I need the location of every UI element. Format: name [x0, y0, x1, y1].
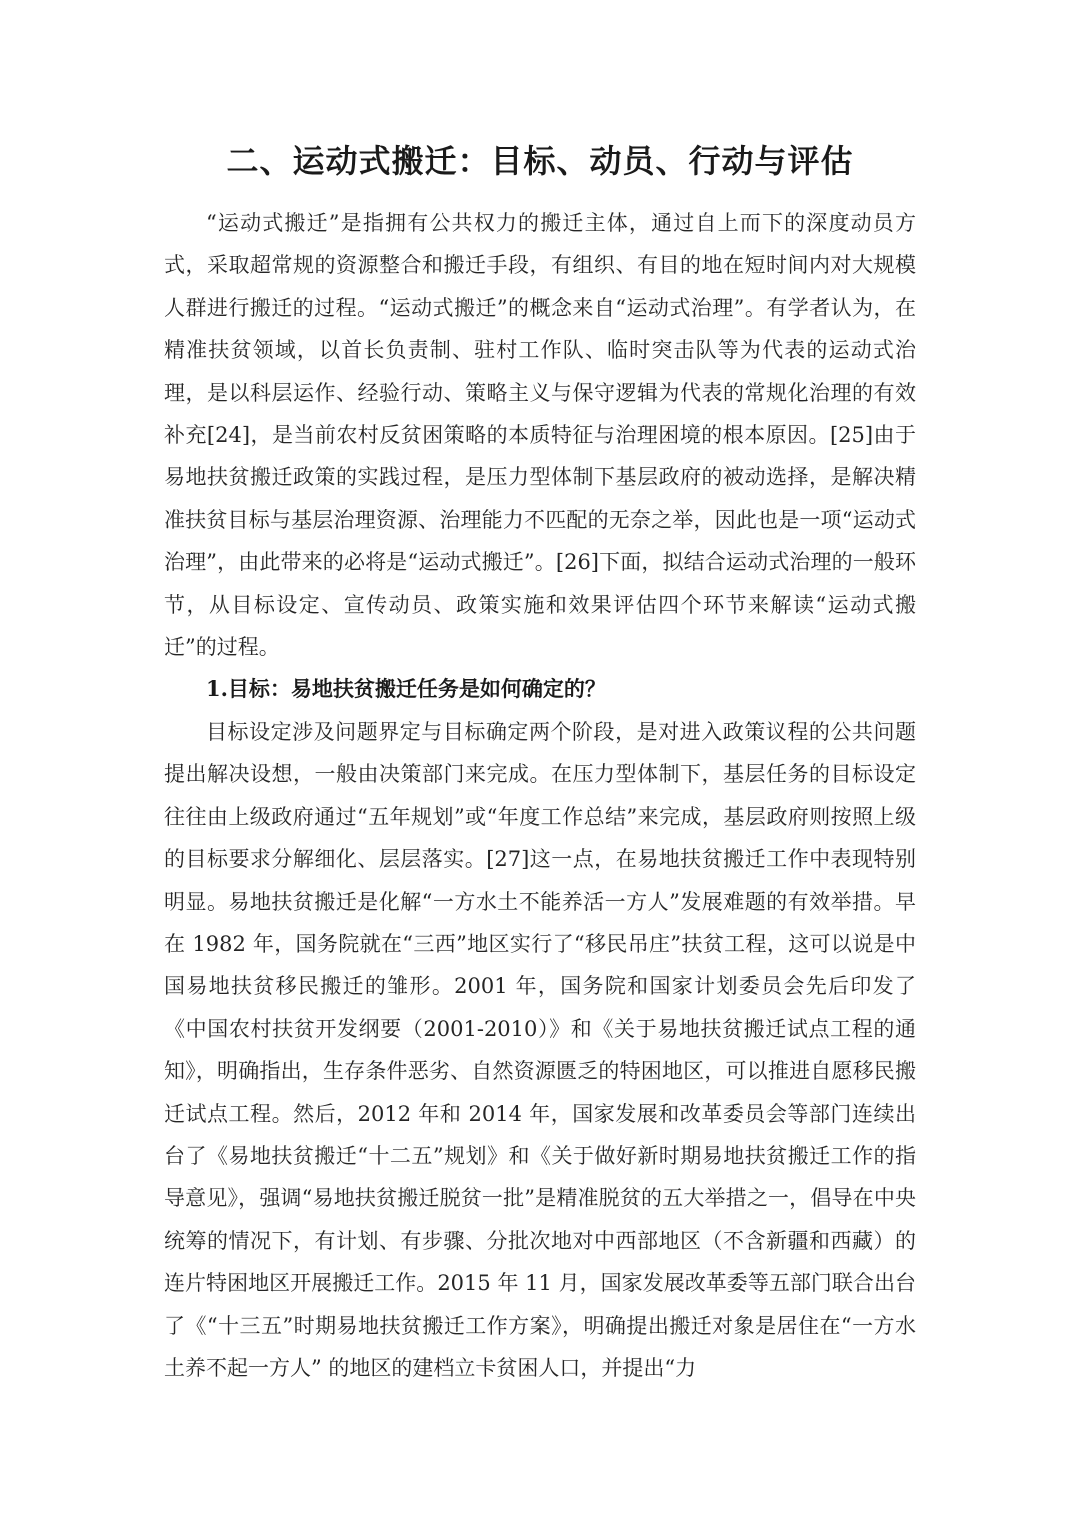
intro-paragraph: “运动式搬迁”是指拥有公共权力的搬迁主体，通过自上而下的深度动员方式，采取超常规的资源整合和搬迁手段，有组织、有目的地在短时间内对大规模人群进行搬迁的过程。“运动式搬迁”的概念来自“运动式治理”。有学者认为，在精准扶贫领域，以首长负责制、驻村工作队、临时突击队等为代表的运动式治理，是以科层运作、经验行动、策略主义与保守逻辑为代表的常规化治理的有效补充[24]，是当前农村反贫困策略的本质特征与治理困境的根本原因。[25]由于易地扶贫搬迁政策的实践过程，是压力型体制下基层政府的被动选择，是解决精准扶贫目标与基层治理资源、治理能力不匹配的无奈之举，因此也是一项“运动式治理”，由此带来的必将是“运动式搬迁”。[26]下面，拟结合运动式治理的一般环节，从目标设定、宣传动员、政策实施和效果评估四个环节来解读“运动式搬迁”的过程。	[164, 211, 916, 660]
document-title: 二、运动式搬迁：目标、动员、行动与评估	[226, 142, 854, 180]
section-paragraph: 目标设定涉及问题界定与目标确定两个阶段，是对进入政策议程的公共问题提出解决设想，一般由决策部门来完成。在压力型体制下，基层任务的目标设定往往由上级政府通过“五年规划”或“年度工作总结”来完成，基层政府则按照上级的目标要求分解细化、层层落实。[27]这一点，在易地扶贫搬迁工作中表现特别明显。易地扶贫搬迁是化解“一方水土不能养活一方人”发展难题的有效举措。早在 1982 年，国务院就在“三西”地区实行了“移民吊庄”扶贫工程，这可以说是中国易地扶贫移民搬迁的雏形。2001 年，国务院和国家计划委员会先后印发了《中国农村扶贫开发纲要（2001-2010）》和《关于易地扶贫搬迁试点工程的通知》，明确指出，生存条件恶劣、自然资源匮乏的特困地区，可以推进自愿移民搬迁试点工程。然后，2012 年和 2014 年，国家发展和改革委员会等部门连续出台了《易地扶贫搬迁“十二五”规划》和《关于做好新时期易地扶贫搬迁工作的指导意见》，强调“易地扶贫搬迁脱贫一批”是精准脱贫的五大举措之一，倡导在中央统筹的情况下，有计划、有步骤、分批次地对中西部地区（不含新疆和西藏）的连片特困地区开展搬迁工作。2015 年 11 月，国家发展改革委等五部门联合出台了《“十三五”时期易地扶贫搬迁工作方案》，明确提出搬迁对象是居住在“一方水土养不起一方人” 的地区的建档立卡贫困人口，并提出“力	[164, 720, 916, 1381]
section-heading: 1.目标：易地扶贫搬迁任务是如何确定的？	[206, 676, 606, 701]
